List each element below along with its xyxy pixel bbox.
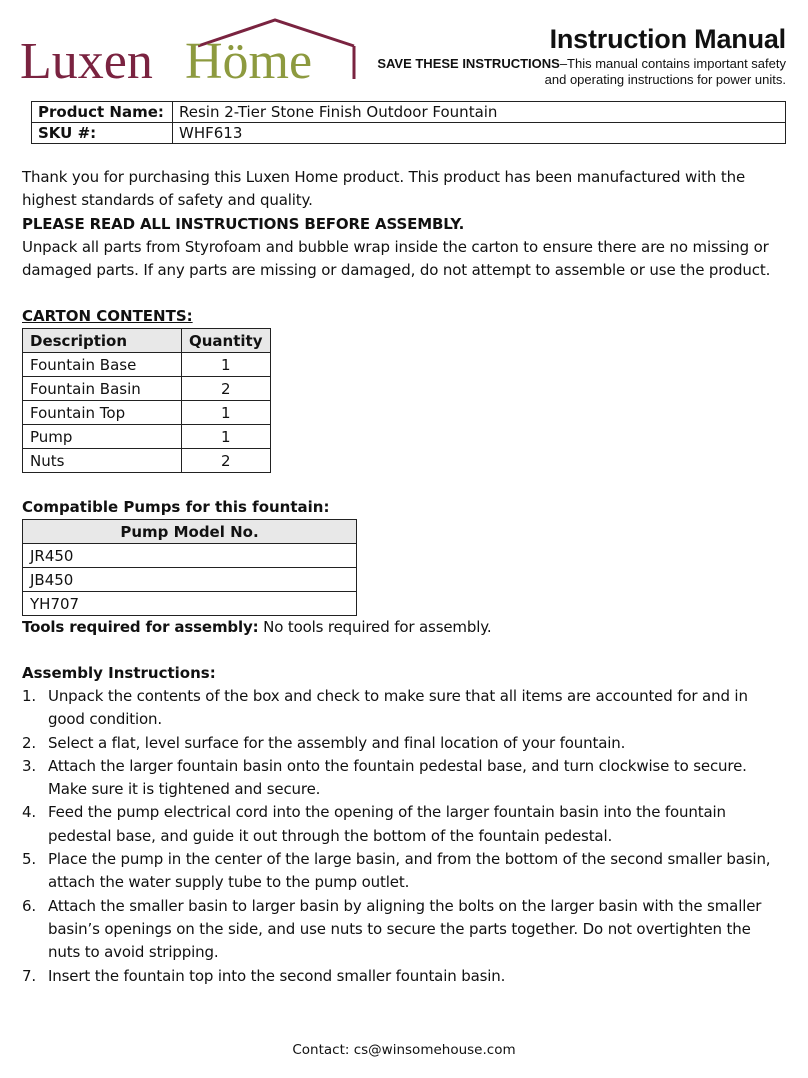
table-row [23,592,357,616]
step-text: Select a flat, level surface for the assembly and final location of your fountain. [48,733,626,752]
list-item [22,848,782,895]
carton-item-quantity: 1 [182,401,271,425]
pump-model-cell: JB450 [23,568,357,592]
product-info-table [31,101,786,144]
list-item [22,685,782,732]
carton-item-quantity: 1 [182,425,271,449]
table-row [23,401,271,425]
step-text: Attach the larger fountain basin onto the fountain pedestal base, and turn clockwise to secure. Make sure it is tightened and secure. [48,756,747,799]
table-row [23,377,271,401]
contact-footer: Contact: cs@winsomehouse.com [292,1042,516,1058]
step-text: Insert the fountain top into the second smaller fountain basin. [48,966,506,985]
carton-item-quantity: 2 [182,449,271,473]
luxen-home-logo [20,16,360,86]
list-item [22,755,782,802]
step-number: 5. [22,850,37,869]
step-text: Place the pump in the center of the large basin, and from the bottom of the second smaller basin, attach the water supply tube to the pump outlet. [48,850,771,892]
product-name-value: Resin 2-Tier Stone Finish Outdoor Fountain [173,102,786,123]
carton-item-quantity: 1 [182,353,271,377]
list-item [22,965,782,988]
table-row [23,353,271,377]
step-text: Attach the smaller basin to larger basin by aligning the bolts on the larger basin with the smaller basin’s openings on the side, and use nuts to secure the parts together. Do not overtighten the nuts to avoid stripping. [48,896,762,962]
carton-item-quantity: 2 [182,377,271,401]
carton-contents-heading: CARTON CONTENTS: [22,307,193,325]
sku-row [32,123,786,144]
step-number: 4. [22,803,37,822]
table-row [23,568,357,592]
pump-model-table [22,519,357,616]
luxen-home-logo-graphic [20,16,360,86]
tools-required-line [22,616,782,639]
pump-model-cell: YH707 [23,592,357,616]
sku-value: WHF613 [173,123,786,144]
save-instructions-rest: –This manual contains important safety and operating instructions for power units. [544,56,786,87]
intro-section [22,166,782,282]
assembly-steps-list [22,685,782,988]
step-number: 2. [22,733,37,752]
carton-item-description: Pump [23,425,182,449]
logo-home-text: Höme [185,33,313,86]
carton-contents-table [22,328,271,473]
step-number: 7. [22,966,37,985]
tools-required-label: Tools required for assembly: [22,618,259,636]
table-row [23,544,357,568]
list-item [22,732,782,755]
list-item [22,895,782,965]
thank-you-paragraph: Thank you for purchasing this Luxen Home product. This product has been manufactured with the highest standards of safety and quality. [22,168,746,210]
compatible-pumps-heading: Compatible Pumps for this fountain: [22,498,330,516]
pump-header-row [23,520,357,544]
pump-model-cell: JR450 [23,544,357,568]
save-instructions-note [366,56,786,88]
logo-luxen-text: Luxen [20,33,153,86]
pump-col-model: Pump Model No. [23,520,357,544]
product-name-label: Product Name: [32,102,173,123]
please-read-notice: PLEASE READ ALL INSTRUCTIONS BEFORE ASSEMBLY. [22,214,465,233]
carton-item-description: Fountain Top [23,401,182,425]
carton-col-quantity: Quantity [182,329,271,353]
sku-label: SKU #: [32,123,173,144]
manual-title: Instruction Manual [549,24,786,54]
product-name-row [32,102,786,123]
table-row [23,449,271,473]
list-item [22,801,782,848]
table-row [23,425,271,449]
step-number: 6. [22,896,37,915]
unpack-paragraph: Unpack all parts from Styrofoam and bubble wrap inside the carton to ensure there are no missing or damaged parts. If any parts are missing or damaged, do not attempt to assemble or use the product. [22,237,771,280]
carton-item-description: Fountain Basin [23,377,182,401]
save-instructions-bold: SAVE THESE INSTRUCTIONS [377,56,560,71]
step-number: 1. [22,687,37,705]
step-number: 3. [22,756,37,775]
carton-col-description: Description [23,329,182,353]
step-text: Feed the pump electrical cord into the opening of the larger fountain basin into the fountain pedestal base, and guide it out through the bottom of the fountain pedestal. [48,803,726,845]
carton-item-description: Fountain Base [23,353,182,377]
carton-header-row [23,329,271,353]
assembly-instructions-heading: Assembly Instructions: [22,664,216,682]
carton-item-description: Nuts [23,449,182,473]
step-text: Unpack the contents of the box and check to make sure that all items are accounted for and in good condition. [48,687,748,729]
tools-required-value: No tools required for assembly. [258,618,492,636]
